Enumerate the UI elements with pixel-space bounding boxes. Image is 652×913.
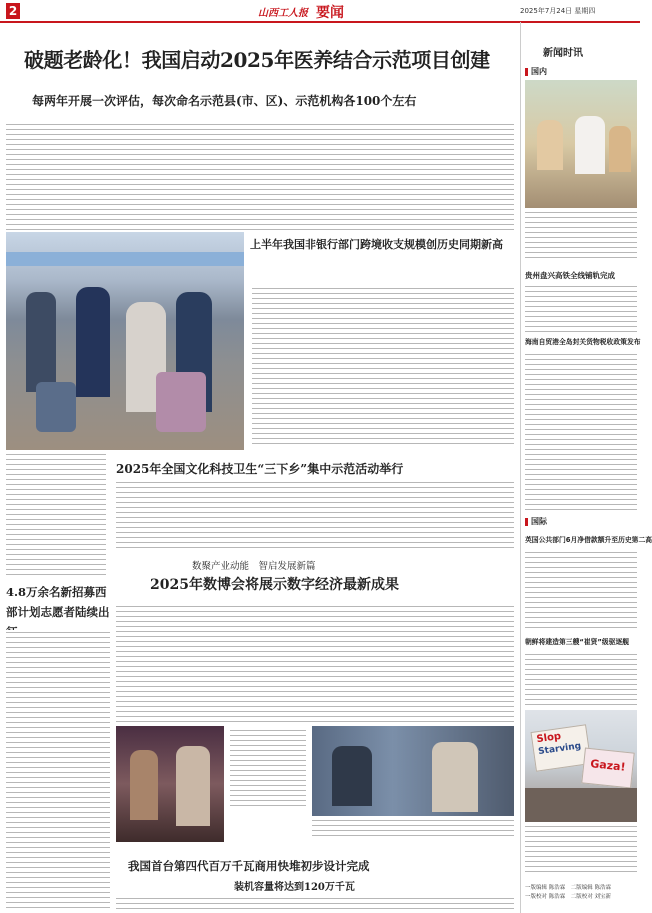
brief4-body — [525, 652, 637, 706]
volunteer-body — [6, 630, 110, 910]
carrier-headline: 我国首台第四代百万千瓦商用快堆初步设计完成 — [128, 859, 370, 873]
sanxiaxiang-body — [116, 480, 514, 550]
digital-body — [116, 604, 514, 724]
paper-name: 山西工人报 — [258, 8, 308, 19]
employment-body — [252, 286, 514, 448]
carrier-body — [116, 896, 514, 912]
caption-2 — [525, 824, 637, 872]
lead-subhead: 每两年开展一次评估，每次命名示范县(市、区)、示范机构各100个左右 — [32, 94, 417, 108]
carrier-subtitle: 装机容量将达到120万千瓦 — [234, 882, 355, 893]
sidebar — [520, 22, 652, 913]
sanxiaxiang-headline: 2025年全国文化科技卫生“三下乡”集中示范活动举行 — [116, 462, 404, 476]
mid-caption — [230, 728, 306, 806]
footer-proof: 一版校对 陈浩霖 二版校对 刘宝新 — [525, 894, 611, 900]
science-photo — [312, 726, 514, 816]
section-domestic: 国内 — [525, 66, 571, 78]
protest-photo — [525, 710, 637, 822]
volunteer-title — [6, 582, 110, 626]
expo-photo — [116, 726, 224, 842]
mid-caption2 — [312, 818, 514, 840]
sidebar-title: 新闻时讯 — [543, 48, 583, 59]
lead-headline: 破题老龄化！我国启动2025年医养结合示范项目创建 — [24, 48, 490, 72]
page-number: 2 — [6, 3, 20, 19]
caption-1 — [525, 210, 637, 258]
brief2-title: 海南自贸港全岛封关货物税收政策发布 — [525, 338, 641, 346]
airport-photo — [6, 232, 244, 450]
brief1-body — [525, 284, 637, 332]
volunteer-headline: 4.8万余名新招募西部计划志愿者陆续出 — [6, 585, 110, 619]
section-international: 国际 — [525, 516, 571, 528]
employment-headline: 上半年我国非银行部门跨境收支规模创历史同期新高 — [250, 238, 503, 251]
brief3-body — [525, 550, 637, 632]
poster-line-1: Slop — [535, 730, 562, 746]
brief3-title: 英国公共部门6月净借款额升至历史第二高 — [525, 536, 652, 544]
lead-body — [6, 122, 514, 230]
footer-editors — [525, 884, 637, 902]
footer-edit: 一版编辑 陈浩霖 二版编辑 陈浩霖 — [525, 885, 611, 891]
employment-title — [250, 236, 514, 282]
section-title: 要闻 — [316, 5, 344, 21]
masthead — [0, 0, 640, 22]
brief2-body — [525, 352, 637, 510]
summer-camp-photo — [525, 80, 637, 208]
brief1-title: 贵州盘兴高铁全线铺轨完成 — [525, 271, 615, 280]
digital-kicker: 数聚产业动能 智启发展新篇 — [192, 561, 316, 572]
digital-headline: 2025年数博会将展示数字经济最新成果 — [150, 577, 399, 593]
photo-caption — [6, 452, 106, 576]
poster-line-3: Gaza! — [589, 757, 627, 774]
date-line: 2025年7月24日 星期四 — [520, 7, 596, 15]
brief4-title: 朝鲜将建造第三艘“崔贤”级驱逐舰 — [525, 638, 630, 646]
poster-line-2: Starving — [537, 741, 582, 758]
